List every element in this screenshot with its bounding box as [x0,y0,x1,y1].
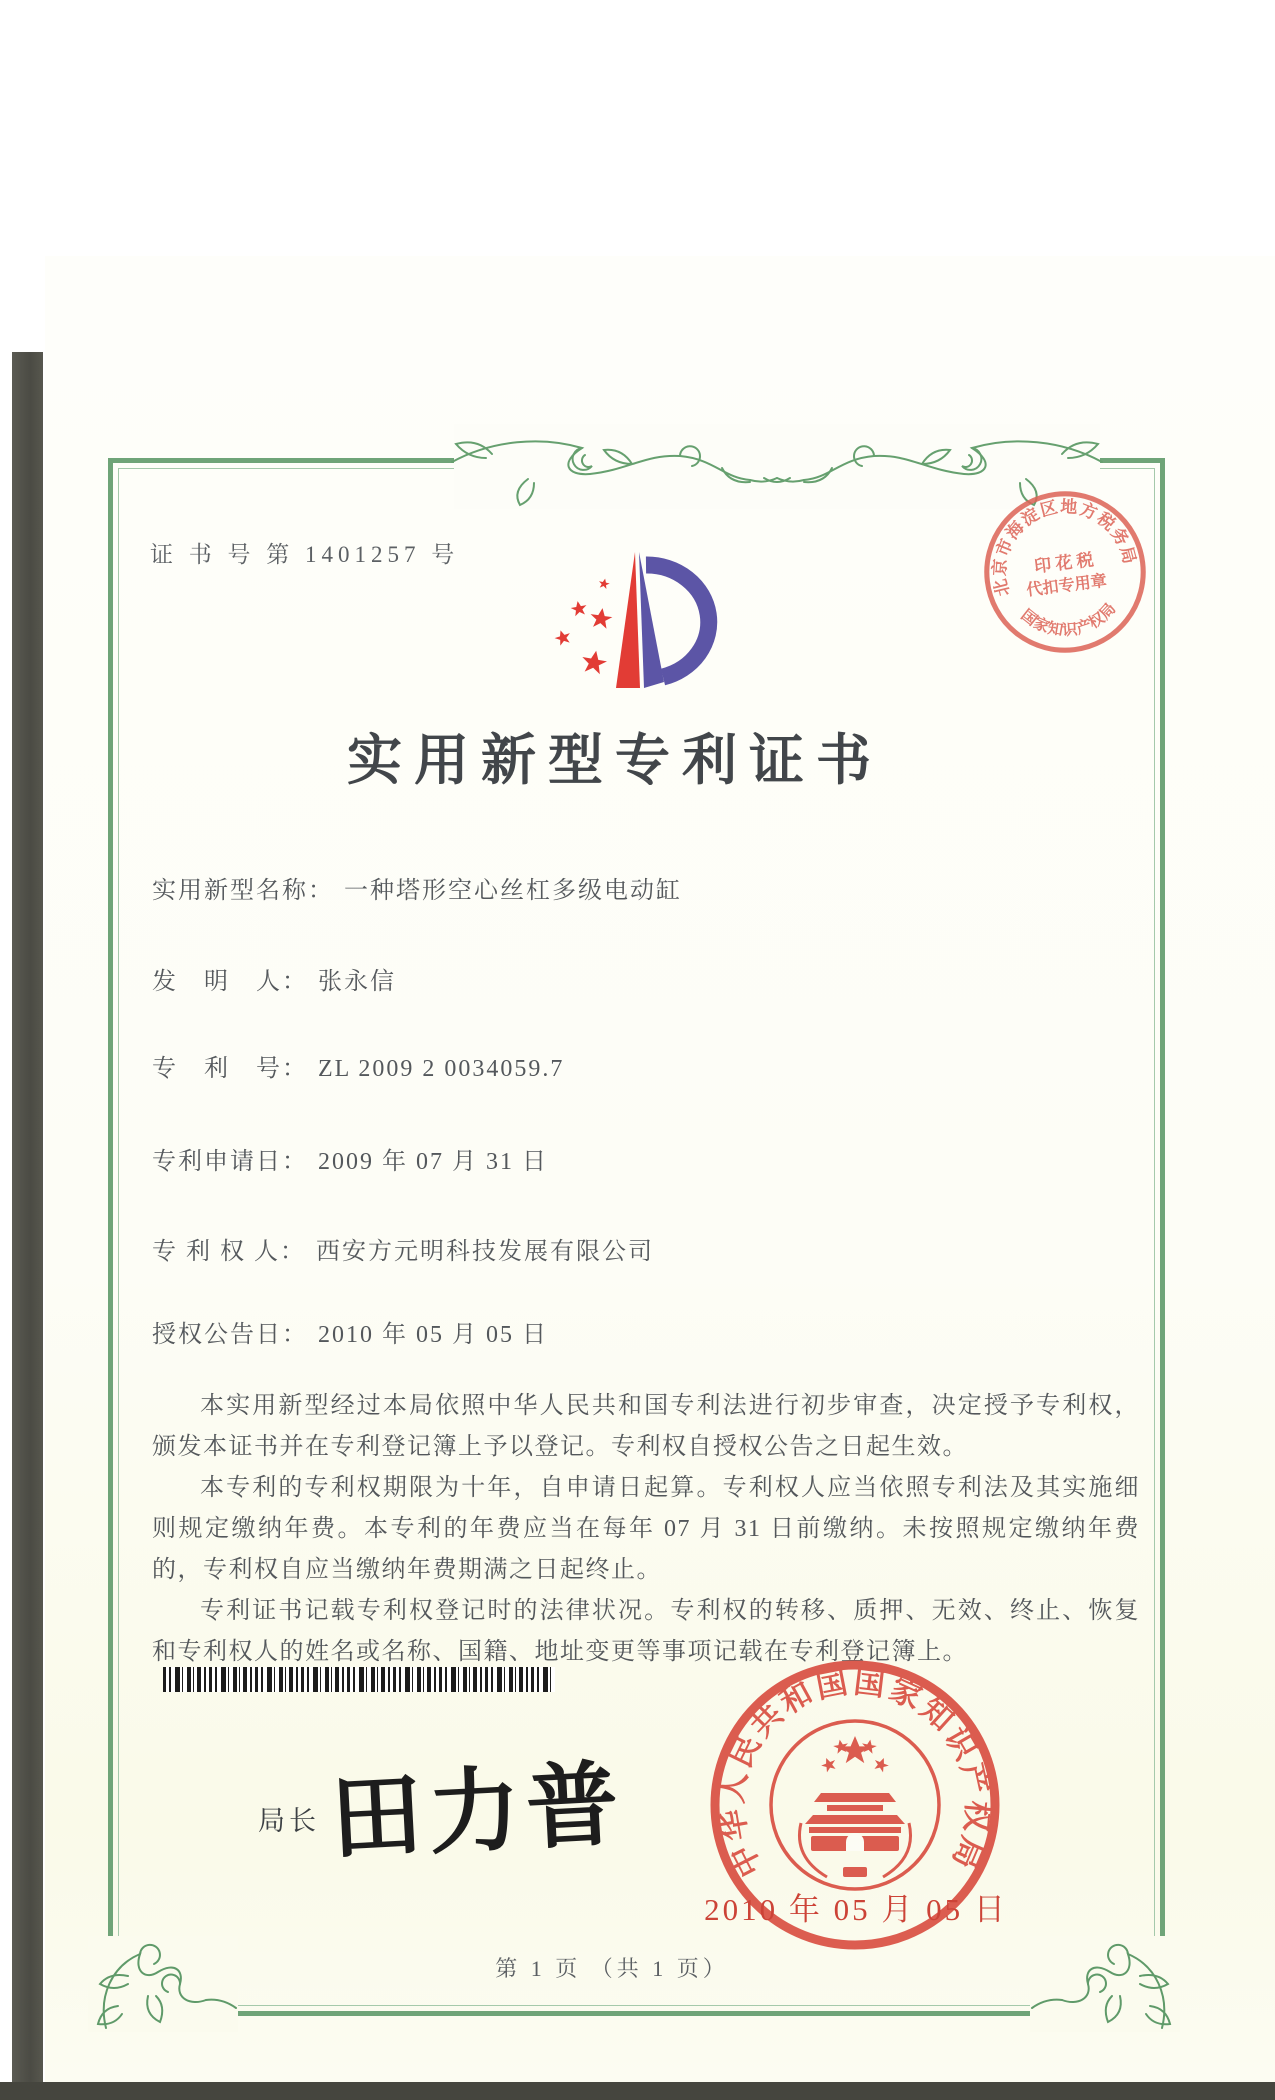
field-inventor [152,961,396,995]
stamp-center-line1: 印 花 税 [1033,550,1095,577]
field-patentee [152,1231,654,1265]
field-label: 授权公告日： [152,1322,308,1348]
legal-paragraph: 本实用新型经过本局依照中华人民共和国专利法进行初步审查，决定授予专利权，颁发本证书并在专利登记簿上予以登记。专利权自授权公告之日起生效。 [152,1393,1140,1460]
bottom-right-floral-ornament [1030,1936,1180,2032]
field-label: 发 明 人： [152,969,308,995]
page-number-footer: 第 1 页 （共 1 页） [495,1956,729,1981]
field-label: 专 利 权 人： [152,1239,306,1265]
revenue-tax-stamp [980,487,1150,657]
field-value: ZL 2009 2 0034059.7 [318,1056,565,1082]
legal-paragraph: 专利证书记载专利权登记时的法律状况。专利权的转移、质押、无效、终止、恢复和专利权人的姓名或名称、国籍、地址变更等事项记载在专利登记簿上。 [152,1598,1140,1665]
legal-paragraph: 本专利的专利权期限为十年，自申请日起算。专利权人应当依照专利法及其实施细则规定缴纳年费。本专利的年费应当在每年 07 月 31 日前缴纳。未按照规定缴纳年费的，专利权自应当缴纳年费期满之日起终止。 [152,1475,1140,1583]
field-grant-publication-date [152,1314,548,1348]
barcode-image [163,1667,555,1692]
field-label: 专利申请日： [152,1149,308,1175]
stamp-arc-top-text: 北京市海淀区地方税务局 [990,497,1140,599]
field-value: 一种塔形空心丝杠多级电动缸 [344,878,682,904]
scanner-bottom-strip [0,2082,1275,2100]
field-label: 专 利 号： [152,1056,308,1082]
seal-grant-date: 2010 年 05 月 05 日 [704,1892,1008,1927]
field-patent-number [152,1048,564,1082]
field-value: 2009 年 07 月 31 日 [318,1149,548,1175]
field-filing-date [152,1141,548,1175]
field-utility-model-name [152,870,682,904]
bottom-left-floral-ornament [88,1936,238,2032]
sipo-logo [540,538,730,698]
commissioner-label: 局长 [258,1806,320,1836]
field-label: 实用新型名称： [152,878,334,904]
commissioner-signature: 田力普 [327,1753,627,1871]
certificate-title: 实用新型专利证书 [346,730,883,791]
legal-text-block [152,1386,1140,1673]
stamp-center-line2: 代扣专用章 [1025,572,1108,600]
scanner-left-strip [12,352,43,2100]
field-value: 2010 年 05 月 05 日 [318,1322,548,1348]
stamp-arc-bottom-text: 国家知识产权局 [1017,600,1120,640]
certificate-number: 证 书 号 第 1401257 号 [150,542,460,567]
field-value: 西安方元明科技发展有限公司 [316,1239,654,1265]
seal-ring-text: 中华人民共和国国家知识产权局 [714,1664,996,1883]
field-value: 张永信 [318,969,396,995]
